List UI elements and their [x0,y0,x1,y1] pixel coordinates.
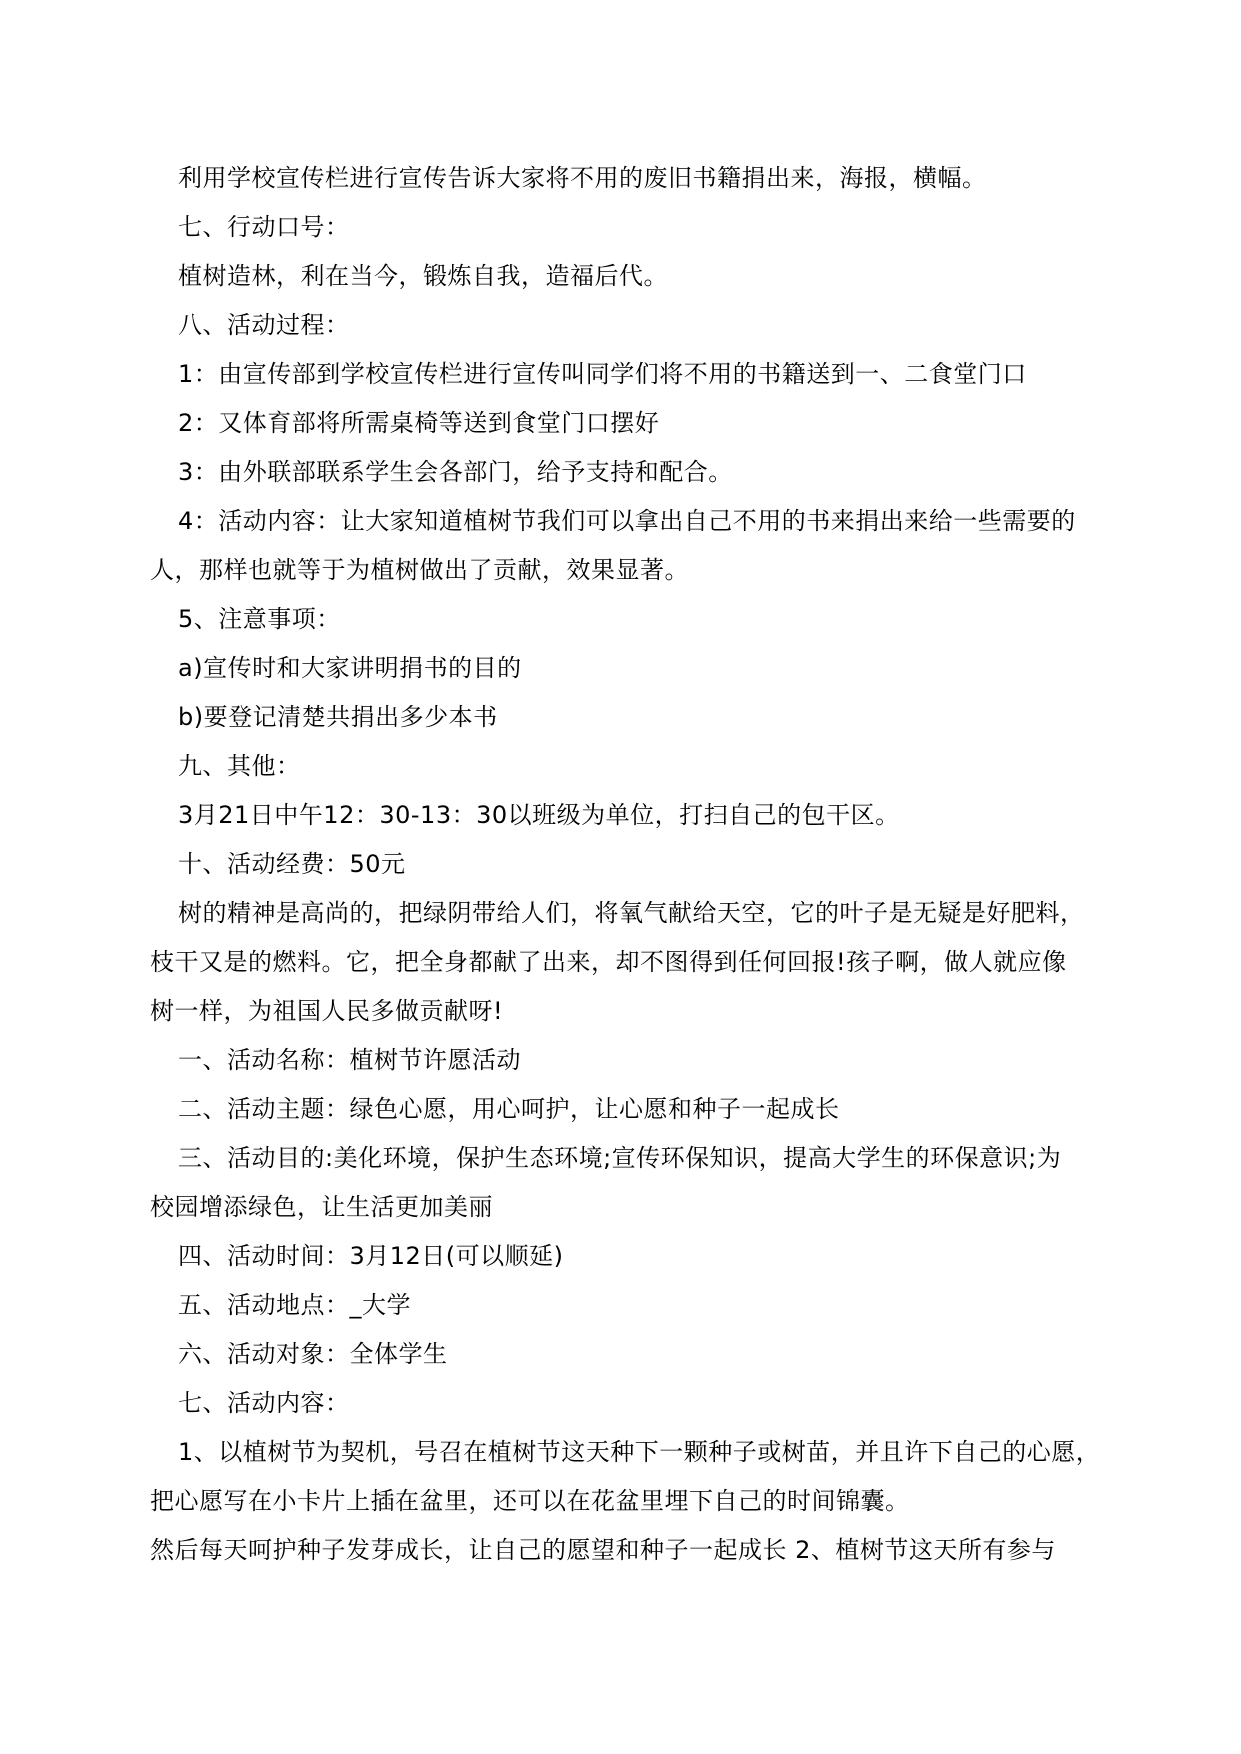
section-heading: 三、活动目的:美化环境，保护生态环境;宣传环保知识，提高大学生的环保意识;为 [178,1144,1062,1172]
body-line: 3月21日中午12：30-13：30以班级为单位，打扫自己的包干区。 [178,801,900,829]
section-heading: 5、注意事项： [178,605,341,633]
section-heading: 八、活动过程： [178,311,350,339]
body-line: 树一样，为祖国人民多做贡献呀! [150,997,504,1025]
section-heading: 九、其他： [178,752,301,780]
list-item: 4：活动内容：让大家知道植树节我们可以拿出自己不用的书来捐出来给一些需要的 [178,507,1076,535]
body-line: 把心愿写在小卡片上插在盆里，还可以在花盆里埋下自己的时间锦囊。 [150,1487,910,1515]
body-line: 人，那样也就等于为植树做出了贡献，效果显著。 [150,556,689,584]
list-item: 2：又体育部将所需桌椅等送到食堂门口摆好 [178,409,660,437]
list-item: a)宣传时和大家讲明捐书的目的 [178,654,522,682]
list-item: 3：由外联部联系学生会各部门，给予支持和配合。 [178,458,733,486]
list-item: b)要登记清楚共捐出多少本书 [178,703,498,731]
section-heading: 一、活动名称：植树节许愿活动 [178,1046,521,1074]
section-heading: 七、活动内容： [178,1389,350,1417]
section-heading: 六、活动对象：全体学生 [178,1340,448,1368]
body-line: 校园增添绿色，让生活更加美丽 [150,1193,493,1221]
document-body [150,154,1101,1575]
body-line: 利用学校宣传栏进行宣传告诉大家将不用的废旧书籍捐出来，海报，横幅。 [178,164,987,192]
body-line: 枝干又是的燃料。它，把全身都献了出来，却不图得到任何回报!孩子啊，做人就应像 [150,948,1067,976]
section-heading: 五、活动地点：_大学 [178,1291,411,1319]
section-heading: 二、活动主题：绿色心愿，用心呵护，让心愿和种子一起成长 [178,1095,840,1123]
section-heading: 十、活动经费：50元 [178,850,406,878]
list-item: 1：由宣传部到学校宣传栏进行宣传叫同学们将不用的书籍送到一、二食堂门口 [178,360,1027,388]
list-item: 1、以植树节为契机，号召在植树节这天种下一颗种子或树苗，并且许下自己的心愿， [178,1438,1101,1466]
body-line: 植树造林，利在当今，锻炼自我，造福后代。 [178,262,668,290]
body-line: 然后每天呵护种子发芽成长，让自己的愿望和种子一起成长 2、植树节这天所有参与 [150,1536,1056,1564]
section-heading: 四、活动时间：3月12日(可以顺延) [178,1242,564,1270]
body-line: 树的精神是高尚的，把绿阴带给人们，将氧气献给天空，它的叶子是无疑是好肥料， [178,899,1085,927]
section-heading: 七、行动口号： [178,213,350,241]
